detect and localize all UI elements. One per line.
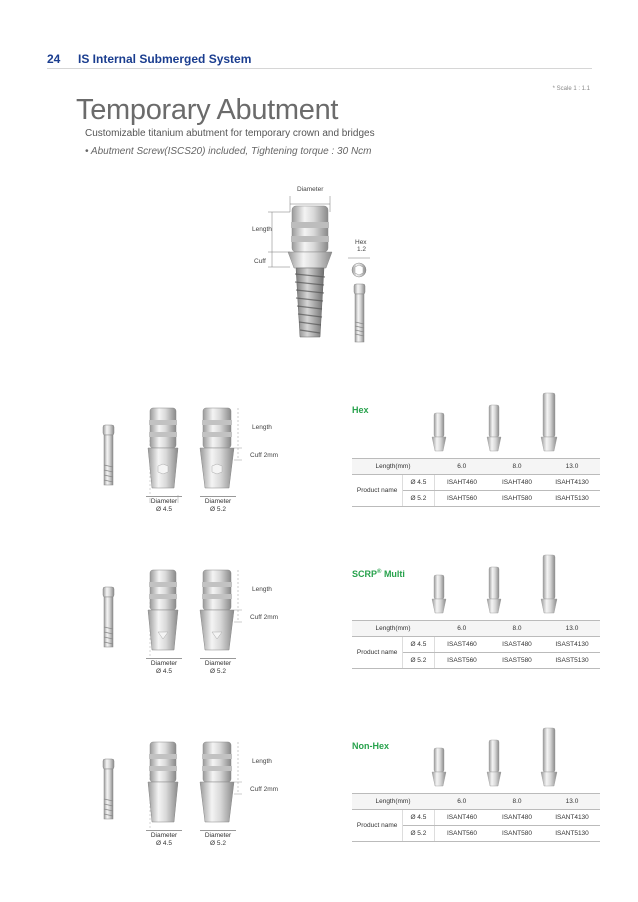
nonhex-row2-code2: ISANT580: [490, 826, 545, 842]
scrp-row2-code1: ISAST560: [434, 653, 490, 669]
scrp-row2-code3: ISAST5130: [545, 653, 600, 669]
hex-length-2: 8.0: [490, 459, 545, 475]
hex-length-1: 6.0: [434, 459, 490, 475]
main-diagram: [250, 182, 380, 362]
scrp-length-1: 6.0: [434, 621, 490, 637]
nonhex-diameter-label-2: Diameter: [200, 830, 236, 840]
section-header: IS Internal Submerged System: [78, 52, 252, 66]
scrp-illustration: [90, 562, 290, 682]
hex-cuff-label: Cuff 2mm: [250, 452, 279, 459]
hex-length-label: Length: [252, 424, 272, 431]
hex-product-images: [420, 405, 580, 455]
scrp-diameter-value-1: Ø 4.5: [156, 668, 172, 675]
scrp-row1-dia: Ø 4.5: [403, 637, 434, 653]
nonhex-diameter-45: [146, 830, 182, 848]
hex-diameter-value-1: Ø 4.5: [156, 506, 172, 513]
hex-spec-table: [352, 458, 600, 507]
nonhex-diameter-value-2: Ø 5.2: [210, 840, 226, 847]
scrp-product-name-label: Product name: [352, 637, 403, 669]
nonhex-row1-code1: ISANT460: [434, 810, 490, 826]
scrp-title-sup: ®: [377, 569, 382, 575]
scrp-row1-code2: ISAST480: [490, 637, 545, 653]
nonhex-section-title: Non-Hex: [352, 741, 390, 751]
nonhex-product-name-label: Product name: [352, 810, 403, 842]
hex-row1-dia: Ø 4.5: [403, 475, 434, 491]
hex-row1-code3: ISAHT4130: [545, 475, 600, 491]
hex-diameter-45: [146, 496, 182, 514]
hex-row2-code2: ISAHT580: [490, 491, 545, 507]
nonhex-diameter-value-1: Ø 4.5: [156, 840, 172, 847]
scrp-row2-dia: Ø 5.2: [403, 653, 434, 669]
scrp-abutment-drawing: [90, 562, 290, 682]
scrp-row2-code2: ISAST580: [490, 653, 545, 669]
page-number: 24: [47, 52, 61, 66]
diagram-cuff-label: Cuff: [254, 258, 266, 265]
hex-diameter-label-1: Diameter: [146, 496, 182, 506]
scrp-length-header: Length(mm): [352, 621, 434, 637]
scrp-spec-table: [352, 620, 600, 669]
nonhex-row1-code2: ISANT480: [490, 810, 545, 826]
scrp-diameter-45: [146, 658, 182, 676]
hex-row2-code1: ISAHT560: [434, 491, 490, 507]
screw-note: • Abutment Screw(ISCS20) included, Tightening torque : 30 Ncm: [85, 146, 372, 157]
scrp-length-2: 8.0: [490, 621, 545, 637]
implant-illustration: [250, 182, 380, 362]
scrp-title-suffix: Multi: [381, 569, 405, 579]
nonhex-row2-code3: ISANT5130: [545, 826, 600, 842]
nonhex-length-3: 13.0: [545, 794, 600, 810]
nonhex-length-label: Length: [252, 758, 272, 765]
nonhex-spec-table: [352, 793, 600, 842]
hex-length-3: 13.0: [545, 459, 600, 475]
scrp-title-text: SCRP: [352, 569, 378, 579]
scrp-section-title: [352, 569, 405, 579]
hex-row1-code1: ISAHT460: [434, 475, 490, 491]
scrp-row1-code3: ISAST4130: [545, 637, 600, 653]
scrp-length-label: Length: [252, 586, 272, 593]
scrp-row1-code1: ISAST460: [434, 637, 490, 653]
hex-product-name-label: Product name: [352, 475, 403, 507]
nonhex-diameter-label-1: Diameter: [146, 830, 182, 840]
hex-row1-code2: ISAHT480: [490, 475, 545, 491]
page-title: Temporary Abutment: [76, 94, 339, 126]
diagram-hex-value: 1.2: [357, 246, 367, 253]
nonhex-row1-code3: ISANT4130: [545, 810, 600, 826]
nonhex-row2-dia: Ø 5.2: [403, 826, 434, 842]
scrp-length-3: 13.0: [545, 621, 600, 637]
hex-diameter-value-2: Ø 5.2: [210, 506, 226, 513]
subtitle: Customizable titanium abutment for temporary crown and bridges: [85, 128, 375, 139]
scrp-product-images: [420, 567, 580, 617]
nonhex-illustration: [90, 734, 290, 854]
hex-illustration: [90, 400, 290, 520]
scrp-diameter-value-2: Ø 5.2: [210, 668, 226, 675]
nonhex-row1-dia: Ø 4.5: [403, 810, 434, 826]
hex-length-header: Length(mm): [352, 459, 434, 475]
scrp-diameter-52: [200, 658, 236, 676]
nonhex-abutment-drawing: [90, 734, 290, 854]
diagram-diameter-label: Diameter: [297, 186, 324, 193]
nonhex-cuff-label: Cuff 2mm: [250, 786, 279, 793]
nonhex-length-1: 6.0: [434, 794, 490, 810]
nonhex-length-header: Length(mm): [352, 794, 434, 810]
nonhex-row2-code1: ISANT560: [434, 826, 490, 842]
nonhex-product-images: [420, 740, 580, 790]
hex-abutment-drawing: [90, 400, 290, 520]
diagram-length-label: Length: [252, 226, 272, 233]
scrp-diameter-label-1: Diameter: [146, 658, 182, 668]
hex-section-title: Hex: [352, 405, 369, 415]
diagram-hex-label: Hex: [355, 239, 367, 246]
scale-note: * Scale 1 : 1.1: [552, 86, 590, 92]
scrp-diameter-label-2: Diameter: [200, 658, 236, 668]
nonhex-length-2: 8.0: [490, 794, 545, 810]
hex-row2-code3: ISAHT5130: [545, 491, 600, 507]
hex-diameter-label-2: Diameter: [200, 496, 236, 506]
scrp-cuff-label: Cuff 2mm: [250, 614, 279, 621]
header-divider: [47, 68, 592, 69]
hex-diameter-52: [200, 496, 236, 514]
hex-row2-dia: Ø 5.2: [403, 491, 434, 507]
nonhex-diameter-52: [200, 830, 236, 848]
